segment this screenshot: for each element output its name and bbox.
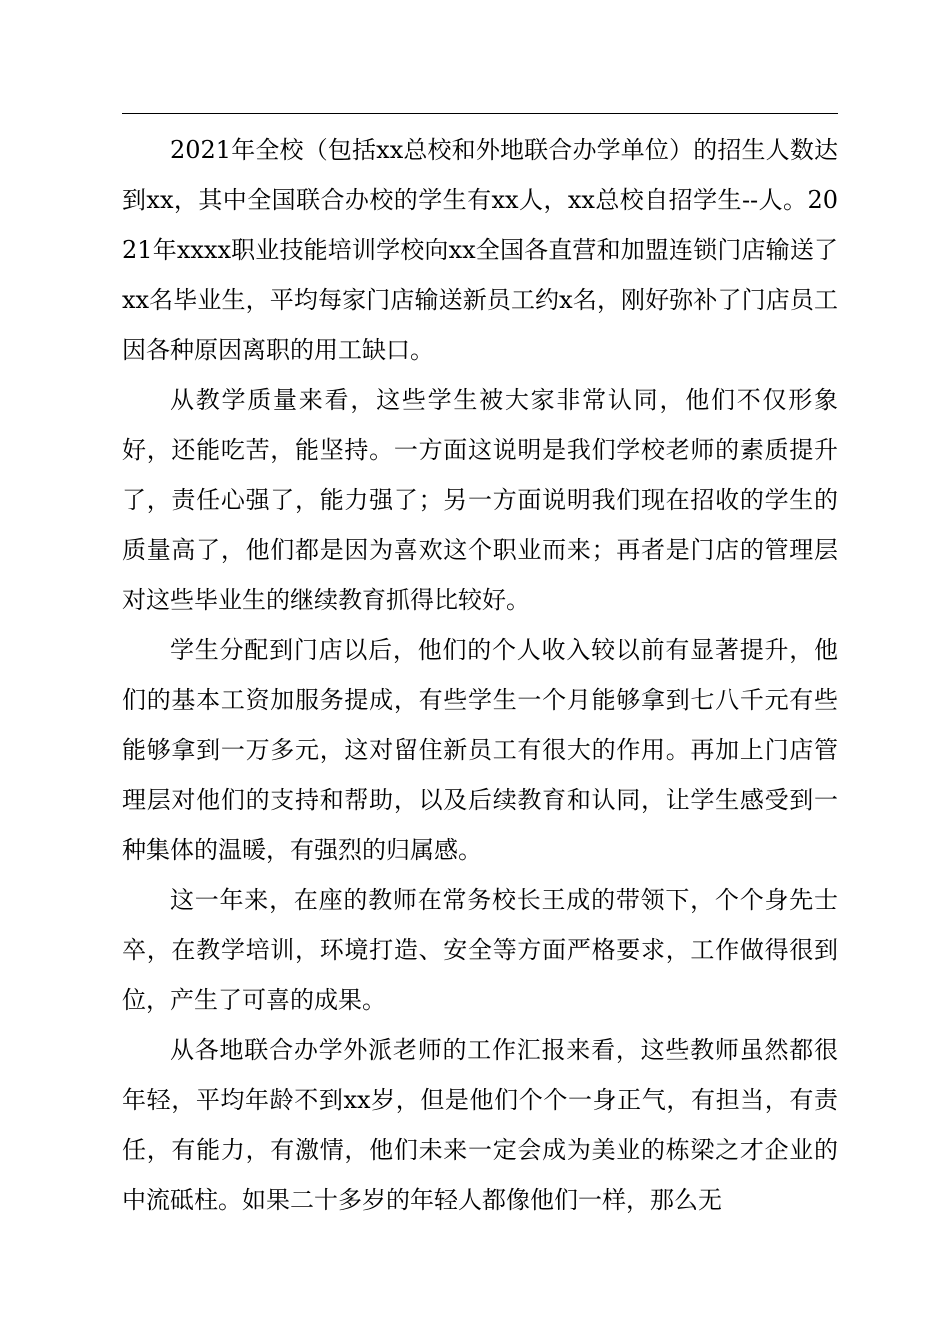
paragraph-student-income: 学生分配到门店以后，他们的个人收入较以前有显著提升，他们的基本工资加服务提成，有些学生一个月能够拿到七八千元有些能够拿到一万多元，这对留住新员工有很大的作用。再加上门店管理层对他们的支持和帮助，以及后续教育和认同，让学生感受到一种集体的温暖，有强烈的归属感。 [122, 636, 838, 864]
paragraph-teaching-quality: 从教学质量来看，这些学生被大家非常认同，他们不仅形象好，还能吃苦，能坚持。一方面这说明是我们学校老师的素质提升了，责任心强了，能力强了；另一方面说明我们现在招收的学生的质量高了，他们都是因为喜欢这个职业而来；再者是门店的管理层对这些毕业生的继续教育抓得比较好。 [122, 386, 838, 614]
paragraph-enrollment: 2021年全校（包括xx总校和外地联合办学单位）的招生人数达到xx，其中全国联合办校的学生有xx人，xx总校自招学生--人。2021年xxxx职业技能培训学校向xx全国各直营和加盟连锁门店输送了xx名毕业生，平均每家门店输送新员工约x名，刚好弥补了门店员工因各种原因离职的用工缺口。 [122, 136, 838, 364]
header-rule [122, 113, 838, 114]
paragraph-dispatched-teachers: 从各地联合办学外派老师的工作汇报来看，这些教师虽然都很年轻，平均年龄不到xx岁，但是他们个个一身正气，有担当，有责任，有能力，有激情，他们未来一定会成为美业的栋梁之才企业的中流砥柱。如果二十多岁的年轻人都像他们一样，那么无 [122, 1036, 838, 1214]
body-text [122, 125, 838, 1225]
paragraph-teachers-year: 这一年来，在座的教师在常务校长王成的带领下，个个身先士卒，在教学培训，环境打造、安全等方面严格要求，工作做得很到位，产生了可喜的成果。 [122, 886, 838, 1014]
